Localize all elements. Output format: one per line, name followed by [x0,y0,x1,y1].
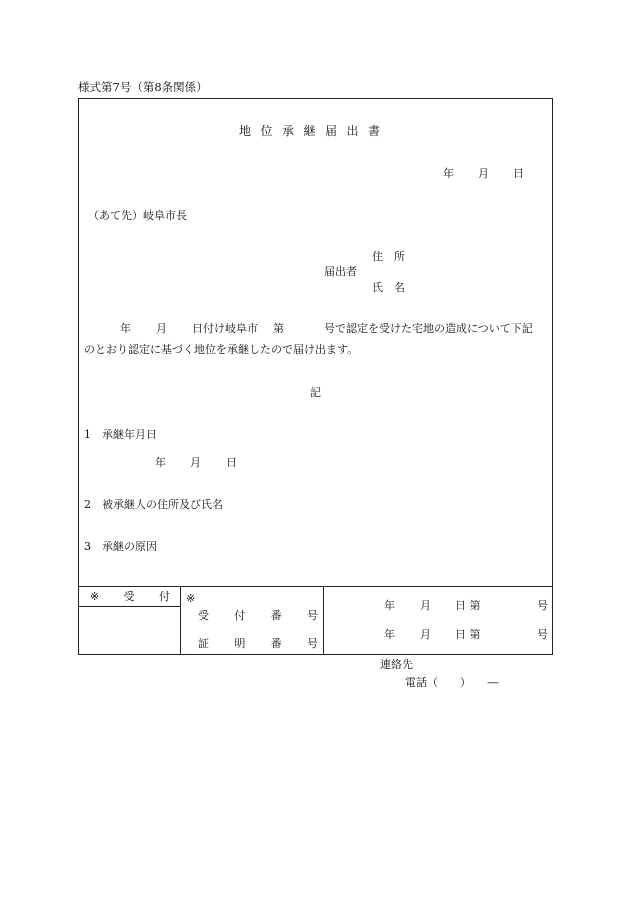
item-1-day: 日 [226,456,237,469]
item-1-year: 年 [155,456,166,469]
receipt-number-label [198,610,318,621]
row1-day-dai: 日 第 [455,599,481,612]
date-month: 月 [478,167,489,180]
table-divider-1 [180,586,181,655]
row1-go: 号 [537,599,548,612]
body-year: 年 [120,322,131,335]
date-year: 年 [443,167,454,180]
date-day: 日 [513,167,524,180]
receipt-no-char-1: 受 [198,609,209,622]
receipt-label [90,591,170,602]
receipt-no-char-2: 付 [234,609,246,622]
address-label: 住 所 [372,250,405,263]
row1-month: 月 [420,599,431,612]
item-1: 1 承継年月日 [84,428,157,441]
frame-right [552,98,553,655]
cert-number-label [198,638,318,649]
cert-no-char-3: 番 [270,637,282,650]
cert-no-char-4: 号 [306,637,318,650]
frame-bottom [78,654,553,655]
cert-no-char-1: 証 [198,637,209,650]
table-divider-2 [323,586,324,655]
contact-label: 連絡先 [380,658,413,671]
row1-year: 年 [384,599,395,612]
receipt-char-2: 付 [159,590,170,603]
form-number: 様式第7号（第8条関係） [78,80,208,94]
row2-year: 年 [384,628,395,641]
body-go-text: 号で認定を受けた宅地の造成について下記 [324,322,533,335]
item-1-month: 月 [190,456,201,469]
ki-heading: 記 [310,386,321,399]
frame-top [78,98,553,99]
item-3: 3 承継の原因 [84,540,157,553]
body-date-city: 日付け岐阜市 [192,322,258,335]
body-line2: のとおり認定に基づく地位を承継したので届け出ます。 [84,343,359,356]
document-title: 地位承継届出書 [239,124,390,138]
addressee: （あて先）岐阜市長 [88,209,187,222]
row2-day-dai: 日 第 [455,628,481,641]
notifier-label: 届出者 [324,265,357,278]
body-dai: 第 [273,322,284,335]
receipt-char-1: 受 [123,590,135,603]
body-month: 月 [156,322,167,335]
office-mark: ※ [186,592,196,605]
row2-month: 月 [420,628,431,641]
item-2: 2 被承継人の住所及び氏名 [84,498,223,511]
contact-phone: 電話（ ） ― [405,676,499,689]
receipt-no-char-3: 番 [270,609,282,622]
name-label: 氏 名 [372,281,405,294]
receipt-mark: ※ [90,590,100,603]
cert-no-char-2: 明 [234,637,246,650]
table-top-line [78,586,553,587]
frame-left [78,98,79,655]
receipt-header-line [78,606,180,607]
row2-go: 号 [537,628,548,641]
receipt-no-char-4: 号 [306,609,318,622]
